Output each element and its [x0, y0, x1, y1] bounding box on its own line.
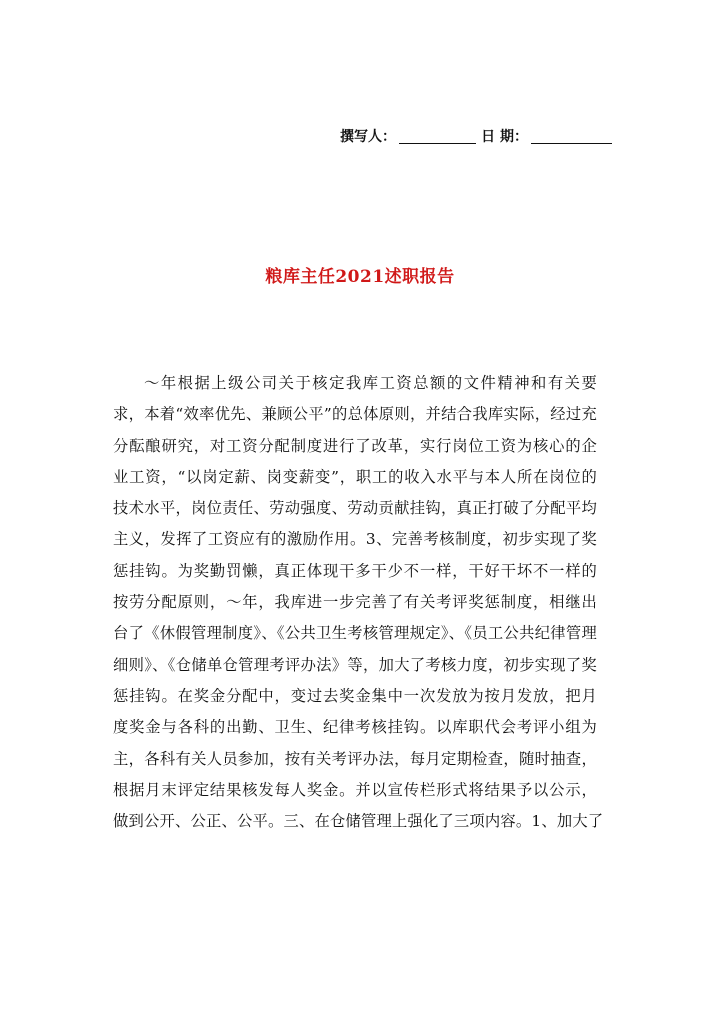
body-line: 求，本着“效率优先、兼顾公平”的总体原则，并结合我库实际，经过充 [113, 405, 597, 424]
body-line: 细则》、《仓储单仓管理考评办法》等，加大了考核力度，初步实现了奖 [113, 655, 597, 674]
body-line: 分酝酿研究，对工资分配制度进行了改革，实行岗位工资为核心的企 [113, 436, 597, 455]
date-blank-field [531, 129, 612, 144]
body-line: 惩挂钩。为奖勤罚懒，真正体现干多干少不一样，干好干坏不一样的 [113, 561, 597, 580]
body-line: 惩挂钩。在奖金分配中，变过去奖金集中一次发放为按月发放，把月 [113, 686, 597, 705]
document-title: 粮库主任2021述职报告 [265, 267, 455, 287]
author-label: 撰写人： [340, 129, 396, 145]
body-line: 台了《休假管理制度》、《公共卫生考核管理规定》、《员工公共纪律管理 [113, 624, 597, 643]
author-date-line [340, 124, 615, 146]
body-line: 做到公开、公正、公平。三、在仓储管理上强化了三项内容。1、加大了 [113, 812, 604, 831]
body-line: ～年根据上级公司关于核定我库工资总额的文件精神和有关要 [144, 374, 597, 392]
date-label: 日 期： [481, 129, 528, 145]
body-line: 主，各科有关人员参加，按有关考评办法，每月定期检查，随时抽查， [113, 749, 597, 768]
body-line: 度奖金与各科的出勤、卫生、纪律考核挂钩。以库职代会考评小组为 [113, 718, 597, 737]
author-blank-field [399, 129, 476, 144]
body-line: 业工资，“以岗定薪、岗变薪变”，职工的收入水平与本人所在岗位的 [113, 467, 597, 486]
body-line: 根据月末评定结果核发每人奖金。并以宣传栏形式将结果予以公示， [113, 780, 597, 799]
body-line: 按劳分配原则，～年，我库进一步完善了有关考评奖惩制度，相继出 [113, 593, 597, 612]
body-line: 主义，发挥了工资应有的激励作用。3、完善考核制度，初步实现了奖 [113, 530, 597, 549]
body-paragraph [113, 368, 604, 837]
body-line: 技术水平，岗位责任、劳动强度、劳动贡献挂钩，真正打破了分配平均 [113, 499, 597, 518]
